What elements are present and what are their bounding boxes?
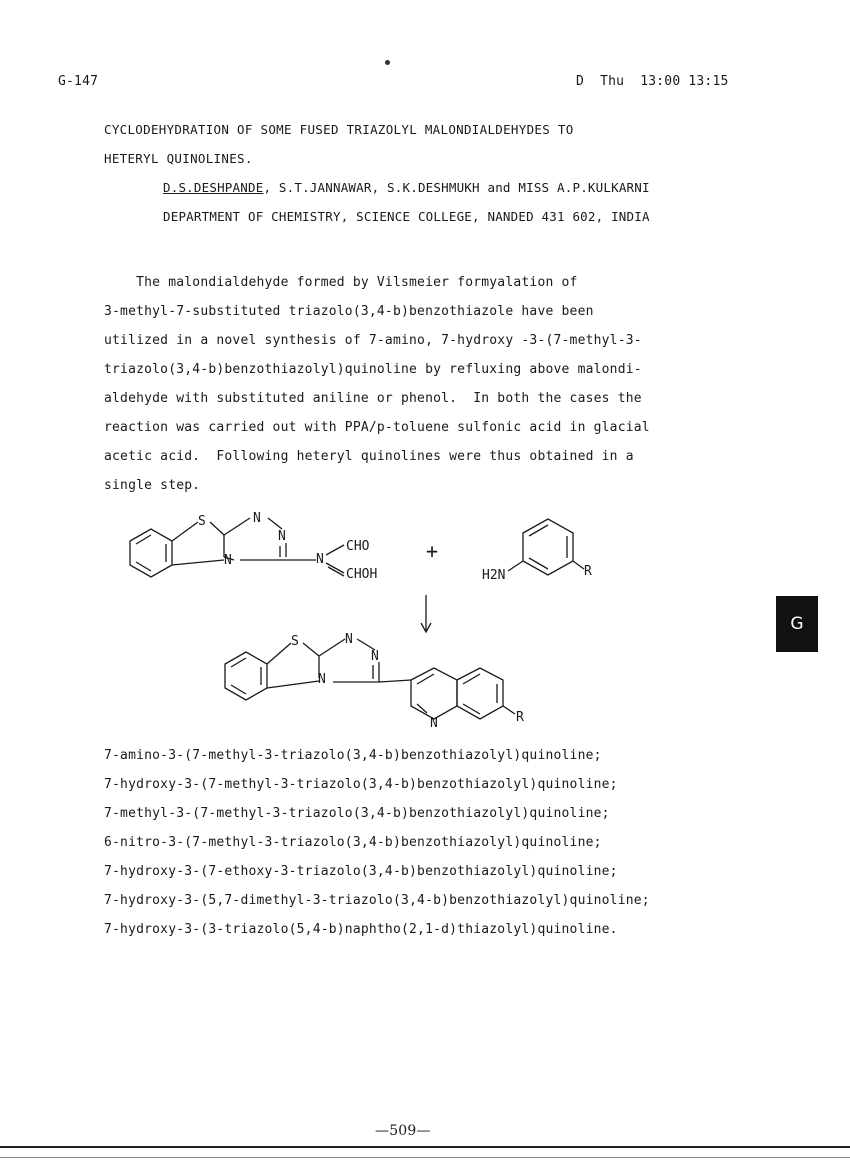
paper-title-line2: HETERYL QUINOLINES. [104, 151, 253, 166]
section-tab: G [776, 596, 818, 652]
compound-item: 7-hydroxy-3-(7-methyl-3-triazolo(3,4-b)benzothiazolyl)quinoline; [104, 777, 618, 792]
abstract-line: aldehyde with substituted aniline or phenol. In both the cases the [104, 391, 642, 406]
abstract-line: utilized in a novel synthesis of 7-amino, 7-hydroxy -3-(7-methyl-3- [104, 333, 642, 348]
choh-label: CHOH [346, 567, 378, 582]
ink-dot [385, 60, 390, 65]
session-code: G-147 [58, 74, 99, 89]
product-atom-n-label: N [345, 632, 353, 647]
abstract-line: The malondialdehyde formed by Vilsmeier formyalation of [104, 275, 578, 290]
co-authors: , S.T.JANNAWAR, S.K.DESHMUKH and MISS A.P.KULKARNI [263, 180, 650, 195]
abstract-line: single step. [104, 478, 201, 493]
quinoline-pyridine-ring [411, 668, 457, 719]
abstract-line: acetic acid. Following heteryl quinolines were thus obtained in a [104, 449, 634, 464]
compound-item: 7-amino-3-(7-methyl-3-triazolo(3,4-b)benzothiazolyl)quinoline; [104, 748, 602, 763]
compound-item: 7-hydroxy-3-(3-triazolo(5,4-b)naphtho(2,1-d)thiazolyl)quinoline. [104, 922, 618, 937]
abstract-line: 3-methyl-7-substituted triazolo(3,4-b)benzothiazole have been [104, 304, 594, 319]
presenting-author: D.S.DESHPANDE [163, 180, 264, 195]
abstract-line: reaction was carried out with PPA/p-toluene sulfonic acid in glacial [104, 420, 650, 435]
authors [163, 180, 650, 195]
atom-n-label: N [278, 529, 286, 544]
compound-item: 7-hydroxy-3-(5,7-dimethyl-3-triazolo(3,4-b)benzothiazolyl)quinoline; [104, 893, 650, 908]
product-r-substituent-label: R [516, 710, 524, 725]
compound-item: 7-hydroxy-3-(7-ethoxy-3-triazolo(3,4-b)benzothiazolyl)quinoline; [104, 864, 618, 879]
product-atom-n-label: N [371, 649, 379, 664]
abstract [104, 268, 650, 500]
atom-n-label: N [316, 552, 324, 567]
paper-title-line1: CYCLODEHYDRATION OF SOME FUSED TRIAZOLYL MALONDIALDEHYDES TO [104, 122, 574, 137]
compound-item: 6-nitro-3-(7-methyl-3-triazolo(3,4-b)benzothiazolyl)quinoline; [104, 835, 602, 850]
aniline-ring [523, 519, 573, 575]
compound-list [104, 741, 650, 944]
r-substituent-label: R [584, 564, 592, 579]
reaction-scheme [120, 505, 620, 735]
abstract-line: triazolo(3,4-b)benzothiazolyl)quinoline by refluxing above malondi- [104, 362, 642, 377]
compound-item: 7-methyl-3-(7-methyl-3-triazolo(3,4-b)benzothiazolyl)quinoline; [104, 806, 610, 821]
footer-rule [0, 1146, 850, 1148]
atom-s-label: S [198, 514, 206, 529]
atom-n-label: N [224, 553, 232, 568]
plus-sign: + [426, 539, 439, 563]
affiliation: DEPARTMENT OF CHEMISTRY, SCIENCE COLLEGE, NANDED 431 602, INDIA [163, 209, 650, 224]
product-atom-n-label: N [318, 672, 326, 687]
footer-rule-thin [0, 1157, 850, 1158]
product-atom-s-label: S [291, 634, 299, 649]
session-time: D Thu 13:00 13:15 [576, 74, 729, 89]
quinoline-benzo-ring [457, 668, 503, 719]
cho-label: CHO [346, 539, 370, 554]
page-number: —509— [375, 1123, 431, 1139]
atom-n-label: N [253, 511, 261, 526]
quinoline-atom-n-label: N [430, 716, 438, 731]
amine-label: H2N [482, 568, 506, 583]
